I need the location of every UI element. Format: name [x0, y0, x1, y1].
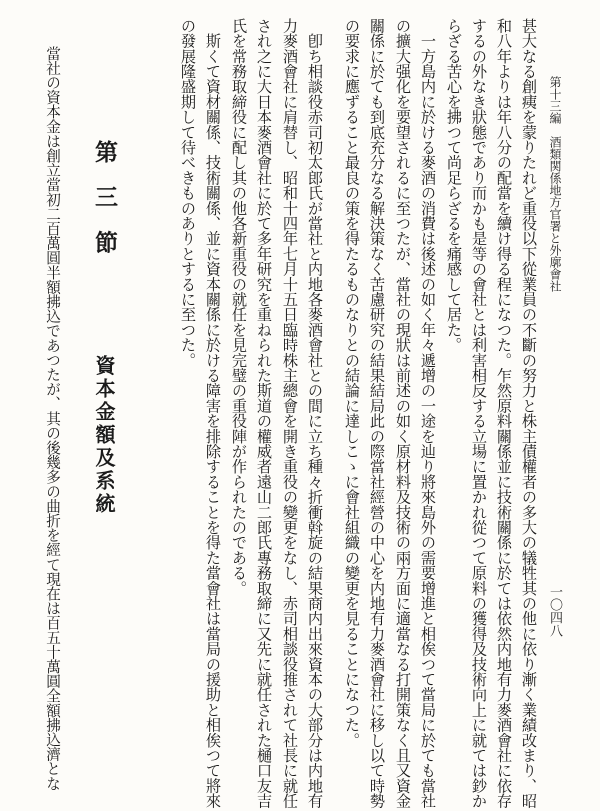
body-line: 當社の資本金は創立當初二百萬圓半額拂込であつたが、其の後幾多の曲折を經て現在は百五十萬圓全額拂込濟とな: [44, 46, 61, 791]
body-line: 卽ち相談役赤司初太郎氏が當社と内地各麥酒會社との間に立ち種々折衝斡旋の結果商内出來資本の大部分は内地有: [306, 18, 324, 809]
body-line: 力麥酒會社に肩替し、昭和十四年七月十五日臨時株主總會を開き重役の變更をなし、赤司相談役推されて社長に就任: [281, 18, 299, 809]
body-line: され之に大日本麥酒會社に於て多年研究を重ねられた斯道の權威者遠山二郎氏專務取締に又先に就任された樋口友吉: [255, 18, 273, 809]
section-number: 第 三 節: [91, 140, 118, 261]
section-title: 資本金額及系統: [92, 355, 116, 516]
body-line: 甚大なる創痍を蒙りたれど重役以下從業員の不斷の努力と株主債權者の多大の犠牲其の他に依り漸く業績改まり、昭: [520, 18, 538, 809]
page-number: 一〇四八: [547, 585, 562, 637]
body-line: の擴大强化を要望されるに至つたが、當社の現狀は前述の如く原材料及技術の兩方面に適當なる打開策なく且又資金: [394, 18, 412, 809]
body-line: するの外なき狀態であり而かも是等の會社とは利害相反する立場に置かれ從つて原料の獲得及技術向上に就ては鈔か: [470, 18, 488, 809]
running-header: 第十三編 酒類関係地方官署と外廓會社: [548, 76, 562, 292]
body-line: の發展隆盛期して待べきものありとするに至つた。: [179, 18, 197, 368]
body-line: の要求に應ずること最良の策を得たるものなりとの結論に達しこゝに會社組織の變更を見ることになつた。: [343, 18, 361, 748]
body-line: 一方島内に於ける麥酒の消費は後述の如く年々遞增の一途を辿り將來島外の需要增進と相俟つて當局に於ても當社: [419, 18, 437, 809]
body-line: 關係に於ても到底充分なる解決策なく苦慮研究の結果結局此の際當社經營の中心を内地有力麥酒會社に移し以て時勢: [368, 18, 386, 809]
body-line: らざる苦心を拂つて尚足らざるを痛感して居た。: [445, 18, 463, 353]
body-line: 氏を常務取締役に配し其の他各新重役の就任を見完璧の重役陣が作られたのである。: [230, 18, 248, 596]
body-line: 和八年よりは年八分の配當を續け得る程になつた。乍然原料關係並に技術關係に於ては依然内地有力麥酒會社に依存: [495, 18, 513, 809]
body-line: 斯くて資材關係、技術關係、並に資本關係に於ける障害を排除することを得た當會社は當局の援助と相俟つて將來: [204, 18, 222, 809]
